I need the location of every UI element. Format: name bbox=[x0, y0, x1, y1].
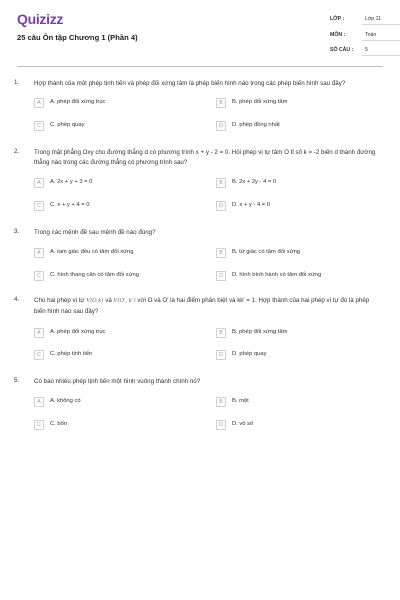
option-letter-box: D bbox=[216, 350, 226, 360]
meta-divider bbox=[362, 24, 400, 25]
option-d[interactable] bbox=[216, 121, 386, 132]
option-letter-box: A bbox=[34, 98, 44, 108]
option-letter-box: D bbox=[216, 201, 226, 211]
option-letter-box: C bbox=[34, 121, 44, 131]
question-text-part: và bbox=[103, 297, 114, 304]
meta-divider bbox=[362, 40, 400, 41]
question-text-part: Cho hai phép vị tự bbox=[34, 297, 87, 304]
option-text: B. tứ giác có tâm đối xứng bbox=[232, 249, 301, 255]
option-a[interactable] bbox=[34, 178, 204, 189]
option-letter-box: B bbox=[216, 178, 226, 188]
option-text: A. phép đối xứng trục bbox=[50, 329, 106, 335]
option-text: A. không có bbox=[50, 398, 81, 404]
question-number: 4. bbox=[14, 296, 20, 303]
option-b[interactable] bbox=[216, 98, 386, 109]
option-text: C. phép quay bbox=[50, 122, 85, 128]
option-d[interactable] bbox=[216, 271, 386, 282]
question-number: 5. bbox=[14, 377, 20, 384]
homothety-symbol: V(O', k') bbox=[113, 298, 136, 304]
option-c[interactable] bbox=[34, 201, 204, 212]
option-text: C. bốn bbox=[50, 421, 68, 427]
option-d[interactable] bbox=[216, 201, 386, 212]
option-d[interactable] bbox=[216, 350, 386, 361]
meta-class-label: LỚP : bbox=[330, 16, 345, 22]
homothety-symbol: V(O,k) bbox=[86, 298, 104, 304]
option-b[interactable] bbox=[216, 178, 386, 189]
question-text: Hợp thành của một phép tịnh tiến và phép đối xứng tâm là phép biến hình nào trong các phép biến hình sau đây? bbox=[34, 80, 346, 87]
option-letter-box: B bbox=[216, 98, 226, 108]
question-number: 2. bbox=[14, 148, 20, 155]
option-letter-box: B bbox=[216, 397, 226, 407]
question-number: 1. bbox=[14, 79, 20, 86]
option-text: D. phép đồng nhất bbox=[232, 122, 280, 128]
option-text: C. x + y + 4 = 0 bbox=[50, 202, 90, 208]
question-text bbox=[34, 296, 380, 317]
option-letter-box: A bbox=[34, 178, 44, 188]
option-letter-box: B bbox=[216, 328, 226, 338]
meta-class-value: Lớp 11 bbox=[365, 16, 381, 22]
option-b[interactable] bbox=[216, 328, 386, 339]
option-b[interactable] bbox=[216, 248, 386, 259]
meta-subject-value: Toán bbox=[365, 32, 377, 38]
option-c[interactable] bbox=[34, 350, 204, 361]
question-number: 3. bbox=[14, 228, 20, 235]
option-b[interactable] bbox=[216, 397, 386, 408]
meta-divider bbox=[362, 55, 400, 56]
option-letter-box: C bbox=[34, 420, 44, 430]
header-divider bbox=[17, 66, 383, 67]
option-letter-box: A bbox=[34, 248, 44, 258]
option-d[interactable] bbox=[216, 420, 386, 431]
option-c[interactable] bbox=[34, 271, 204, 282]
option-letter-box: D bbox=[216, 121, 226, 131]
option-text: B. phép đối xứng tâm bbox=[232, 329, 288, 335]
option-c[interactable] bbox=[34, 420, 204, 431]
option-a[interactable] bbox=[34, 397, 204, 408]
option-letter-box: D bbox=[216, 420, 226, 430]
option-text: A. phép đối xứng trục bbox=[50, 99, 106, 105]
option-text: A. tam giác đều có tâm đối xứng bbox=[50, 249, 134, 255]
option-letter-box: C bbox=[34, 271, 44, 281]
quizizz-logo: Quizizz bbox=[17, 11, 64, 27]
option-letter-box: A bbox=[34, 397, 44, 407]
meta-subject-label: MÔN : bbox=[330, 32, 346, 38]
option-text: C. hình thang cân có tâm đối xứng bbox=[50, 272, 139, 278]
option-text: C. phép tịnh tiến bbox=[50, 351, 93, 357]
option-text: B. 2x + 2y - 4 = 0 bbox=[232, 179, 277, 185]
question-text-part: với O và O' là hai điểm phân biệt và kk' = 1. Hợp thành của hai phép vị tự đó là phép biến hình nào sau đây? bbox=[34, 297, 370, 315]
meta-count-value: 5 bbox=[365, 47, 368, 53]
question-text: Trong mặt phẳng Oxy cho đường thẳng d có phương trình x + y - 2 = 0. Hỏi phép vị tự tâm O tỉ số k = -2 biến d thành đường thẳng nào trong các đường thẳng có phương trình sau? bbox=[34, 149, 376, 166]
question-text: Có bao nhiêu phép tịnh tiến một hình vuông thành chính nó? bbox=[34, 378, 201, 385]
option-text: B. một bbox=[232, 398, 249, 404]
option-letter-box: B bbox=[216, 248, 226, 258]
option-text: D. phép quay bbox=[232, 351, 267, 357]
option-a[interactable] bbox=[34, 328, 204, 339]
option-text: D. vô số bbox=[232, 421, 254, 427]
option-letter-box: C bbox=[34, 350, 44, 360]
option-letter-box: D bbox=[216, 271, 226, 281]
option-c[interactable] bbox=[34, 121, 204, 132]
option-text: B. phép đối xứng tâm bbox=[232, 99, 288, 105]
option-letter-box: A bbox=[34, 328, 44, 338]
option-text: D. hình bình hành có tâm đối xứng bbox=[232, 272, 322, 278]
option-a[interactable] bbox=[34, 248, 204, 259]
meta-count-label: SỐ CÂU : bbox=[330, 47, 354, 53]
question-text: Trong các mệnh đề sau mệnh đề nào đúng? bbox=[34, 229, 156, 236]
worksheet-title: 25 câu Ôn tập Chương 1 (Phần 4) bbox=[17, 33, 138, 42]
option-letter-box: C bbox=[34, 201, 44, 211]
option-text: D. x + y - 4 = 0 bbox=[232, 202, 271, 208]
option-a[interactable] bbox=[34, 98, 204, 109]
option-text: A. 2x + y + 3 = 0 bbox=[50, 179, 93, 185]
